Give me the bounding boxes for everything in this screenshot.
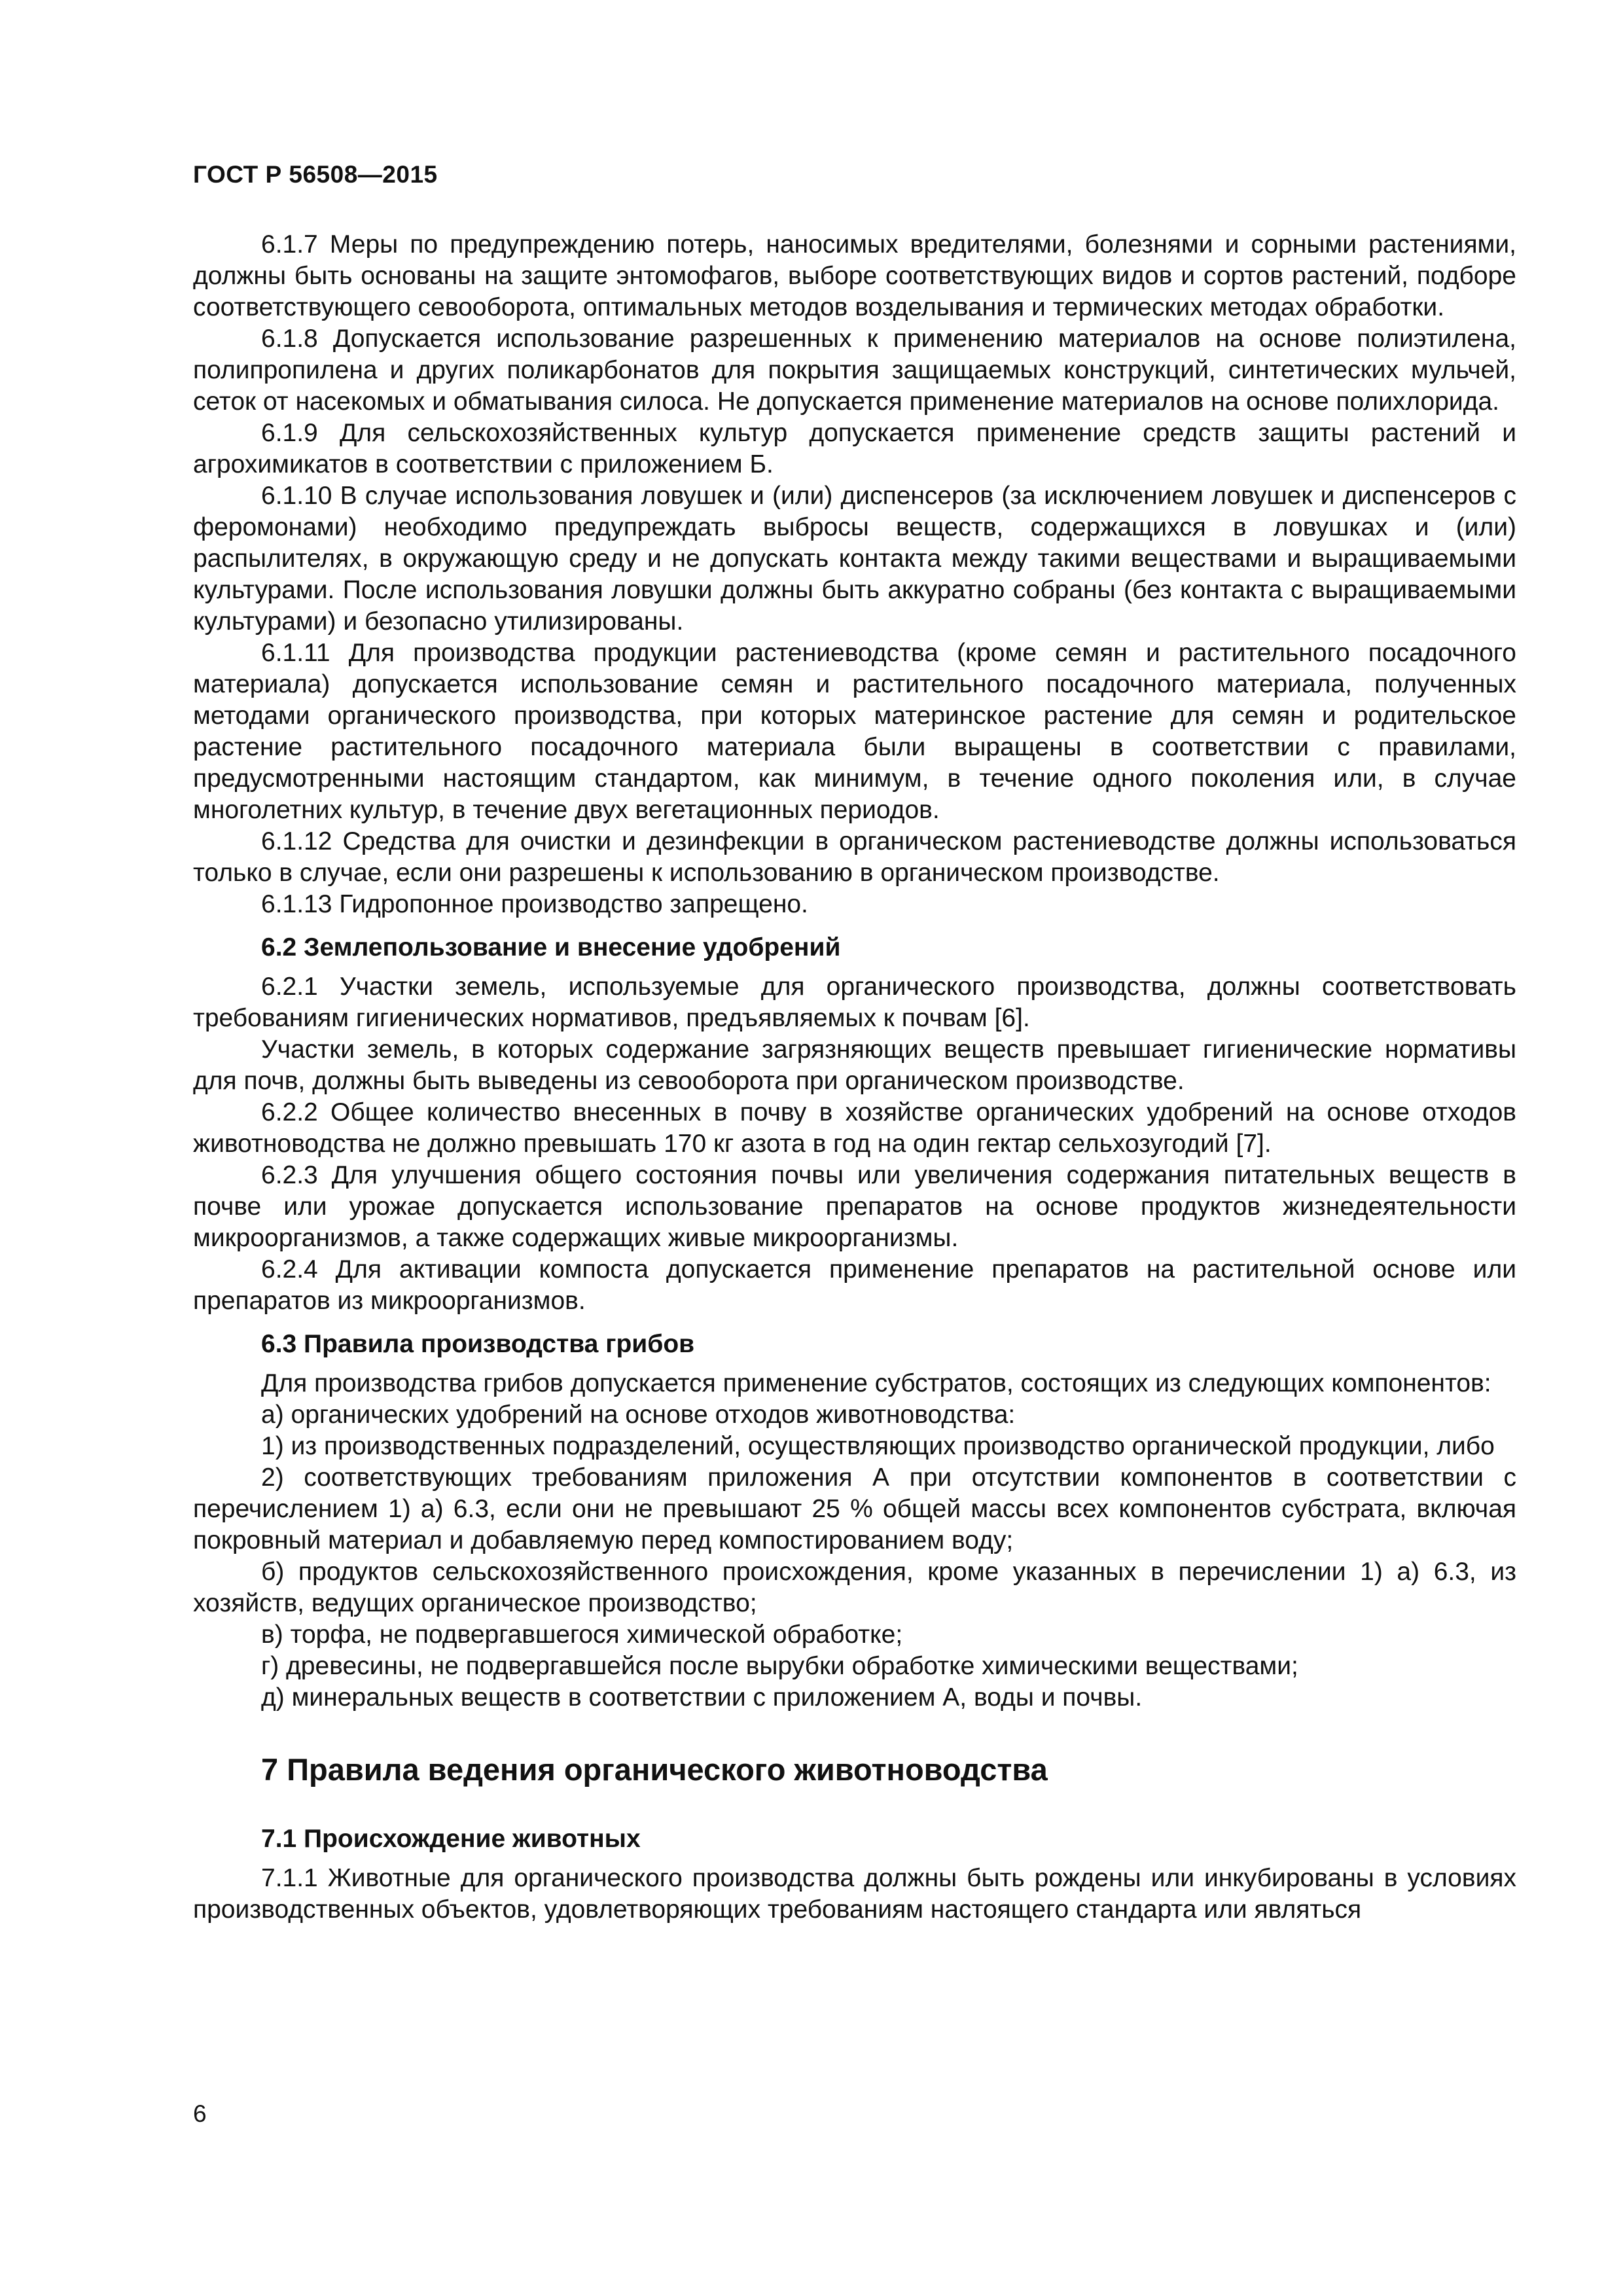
page-number: 6 (193, 2100, 207, 2127)
paragraph-6-3-intro: Для производства грибов допускается применение субстратов, состоящих из следующих компонентов: (261, 1369, 1491, 1397)
list-item-a-1: 1) из производственных подразделений, осуществляющих производство органической продукции, либо (261, 1432, 1495, 1460)
paragraph-6-2-1-cont: Участки земель, в которых содержание загрязняющих веществ превышает гигиенические нормативы для почв, должны быть выведены из севооборота при органическом производстве. (193, 1035, 1516, 1095)
paragraph-6-2-2: 6.2.2 Общее количество внесенных в почву в хозяйстве органических удобрений на основе отходов животноводства не должно превышать 170 кг азота в год на один гектар сельхозугодий [7]. (193, 1098, 1516, 1158)
paragraph-6-1-10: 6.1.10 В случае использования ловушек и (или) диспенсеров (за исключением ловушек и диспенсеров с феромонами) необходимо предупреждать выбросы веществ, содержащихся в ловушках и (или) распылителях, в окружающую среду и не допускать контакта между такими веществами и выращиваемыми культурами. После использования ловушки должны быть аккуратно собраны (без контакта с выращиваемыми культурами) и безопасно утилизированы. (193, 482, 1516, 636)
paragraph-6-1-7: 6.1.7 Меры по предупреждению потерь, наносимых вредителями, болезнями и сорными растениями, должны быть основаны на защите энтомофагов, выборе соответствующих видов и сортов растений, подборе соответствующего севооборота, оптимальных методов возделывания и термических методах обработки. (193, 230, 1516, 321)
paragraph-7-1-1: 7.1.1 Животные для органического производства должны быть рождены или инкубированы в условиях производственных объектов, удовлетворяющих требованиям настоящего стандарта или являться (193, 1864, 1516, 1924)
paragraph-6-1-13: 6.1.13 Гидропонное производство запрещено. (261, 890, 808, 918)
list-item-a-2: 2) соответствующих требованиям приложения А при отсутствии компонентов в соответствии с перечислением 1) а) 6.3, если они не превышают 25 % общей массы всех компонентов субстрата, включая покровный материал и добавляемую перед компостированием воду; (193, 1463, 1516, 1554)
list-item-b: б) продуктов сельскохозяйственного происхождения, кроме указанных в перечислении 1) а) 6.3, из хозяйств, ведущих органическое производство; (193, 1558, 1516, 1617)
paragraph-6-2-3: 6.2.3 Для улучшения общего состояния почвы или увеличения содержания питательных веществ в почве или урожае допускается использование препаратов на основе продуктов жизнедеятельности микроорганизмов, а также содержащих живые микроорганизмы. (193, 1161, 1516, 1252)
list-item-d: д) минеральных веществ в соответствии с приложением А, воды и почвы. (261, 1683, 1143, 1712)
section-heading-6-3: 6.3 Правила производства грибов (261, 1330, 695, 1358)
section-heading-7: 7 Правила ведения органического животноводства (261, 1752, 1048, 1787)
list-item-a: а) органических удобрений на основе отходов животноводства: (261, 1401, 1016, 1429)
paragraph-6-1-11: 6.1.11 Для производства продукции растениеводства (кроме семян и растительного посадочного материала) допускается использование семян и растительного посадочного материала, полученных методами органического производства, при которых материнское растение для семян и родительское растение растительного посадочного материала были выращены в соответствии с правилами, предусмотренными настоящим стандартом, как минимум, в течение одного поколения или, в случае многолетних культур, в течение двух вегетационных периодов. (193, 639, 1516, 824)
paragraph-6-1-12: 6.1.12 Средства для очистки и дезинфекции в органическом растениеводстве должны использоваться только в случае, если они разрешены к использованию в органическом производстве. (193, 827, 1516, 887)
list-item-v: в) торфа, не подвергавшегося химической обработке; (261, 1621, 903, 1649)
paragraph-6-1-8: 6.1.8 Допускается использование разрешенных к применению материалов на основе полиэтилена, полипропилена и других поликарбонатов для покрытия защищаемых конструкций, синтетических мульчей, сеток от насекомых и обматывания силоса. Не допускается применение материалов на основе полихлорида. (193, 325, 1516, 416)
document-header: ГОСТ Р 56508—2015 (193, 161, 438, 188)
paragraph-6-2-1: 6.2.1 Участки земель, используемые для органического производства, должны соответствовать требованиям гигиенических нормативов, предъявляемых к почвам [6]. (193, 973, 1516, 1032)
paragraph-6-1-9: 6.1.9 Для сельскохозяйственных культур допускается применение средств защиты растений и агрохимикатов в соответствии с приложением Б. (193, 419, 1516, 478)
section-heading-6-2: 6.2 Землепользование и внесение удобрений (261, 933, 841, 961)
list-item-g: г) древесины, не подвергавшейся после вырубки обработке химическими веществами; (261, 1652, 1298, 1680)
document-body (193, 229, 1516, 1926)
section-heading-7-1: 7.1 Происхождение животных (261, 1825, 641, 1853)
paragraph-6-2-4: 6.2.4 Для активации компоста допускается применение препаратов на растительной основе или препаратов из микроорганизмов. (193, 1255, 1516, 1315)
